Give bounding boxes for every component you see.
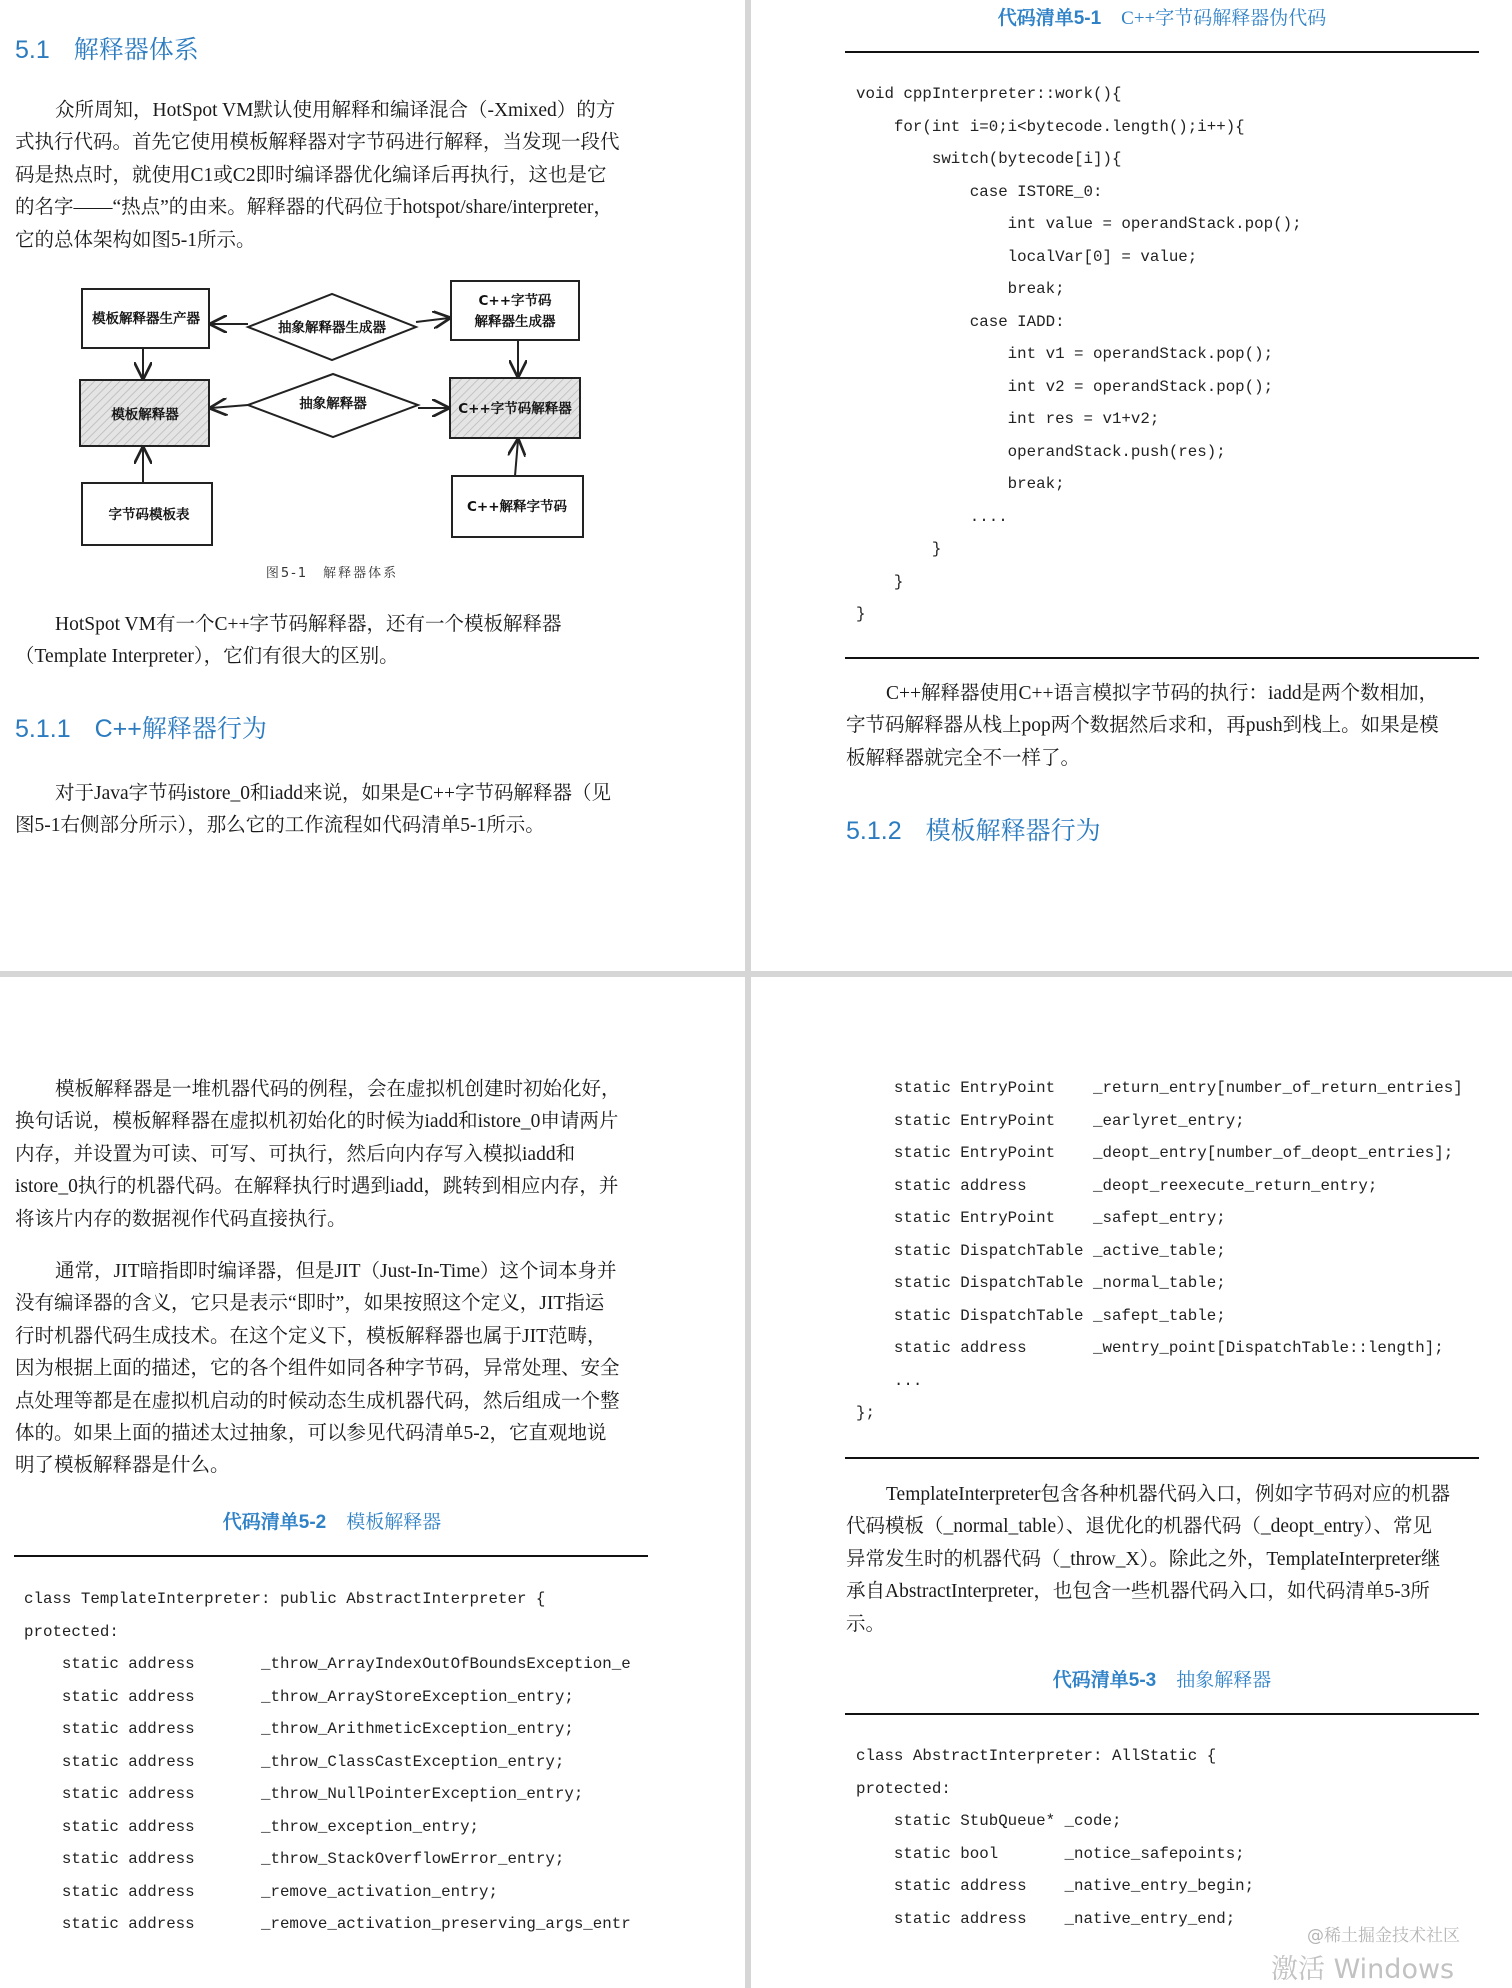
arrow-left-2	[211, 405, 248, 408]
text-line: 对于Java字节码istore_0和iadd来说，如果是C++字节码解释器（见	[55, 783, 612, 804]
text-line: 点处理等都是在虚拟机启动的时候动态生成机器代码，然后组成一个整	[15, 1390, 620, 1412]
code-line: }	[856, 540, 942, 558]
page-top-left	[0, 0, 745, 971]
page-bottom-left	[0, 977, 745, 1988]
text-line: 它的总体架构如图5-1所示。	[15, 229, 256, 251]
arrow-up-right	[515, 440, 518, 476]
windows-activation-watermark: 激活 Windows	[1271, 1954, 1455, 1985]
site-watermark: @稀土掘金技术社区	[1307, 1926, 1460, 1946]
label-template-interpreter: 模板解释器	[111, 407, 179, 423]
text-line: 通常，JIT暗指即时编译器，但是JIT（Just-In-Time）这个词本身并	[55, 1261, 617, 1282]
text-line: 异常发生时的机器代码（_throw_X）。除此之外，TemplateInterpreter继	[846, 1548, 1441, 1570]
page-top-right	[751, 0, 1512, 971]
code-listing-5-1	[856, 78, 1302, 631]
paragraph-jit	[15, 1256, 620, 1483]
code-line: };	[856, 1404, 875, 1422]
paragraph-template-interpreter-entries	[846, 1479, 1450, 1641]
paragraph-template-interpreter	[15, 1074, 621, 1236]
text-line: HotSpot VM有一个C++字节码解释器，还有一个模板解释器	[55, 614, 562, 635]
interpreter-architecture-diagram	[0, 0, 745, 600]
code-line: static address _throw_ClassCastException_entry;	[24, 1752, 565, 1771]
box-cpp-generator	[451, 281, 579, 340]
heading-title: 解释器体系	[73, 36, 199, 64]
text-line: 板解释器就完全不一样了。	[846, 747, 1081, 769]
text-line: 模板解释器是一堆机器代码的例程，会在虚拟机创建时初始化好，	[55, 1079, 621, 1100]
code-line: static address _throw_exception_entry;	[24, 1817, 480, 1836]
heading-number: 5.1.1	[15, 715, 71, 743]
listing-bottom-rule	[845, 657, 1479, 659]
code-line: ....	[856, 507, 1008, 526]
paragraph-cpp-interpreter	[846, 678, 1439, 775]
code-line: int res = v1+v2;	[856, 410, 1160, 428]
code-line: break;	[856, 475, 1065, 493]
code-line: static address _throw_ArrayIndexOutOfBoundsException_e	[24, 1655, 631, 1673]
text-line: 行时机器代码生成技术。在这个定义下，模板解释器也属于JIT范畴，	[15, 1325, 607, 1347]
code-line: }	[856, 605, 866, 623]
code-listing-5-3	[856, 1740, 1254, 1935]
listing-title: 模板解释器	[346, 1512, 442, 1533]
code-line: int v2 = operandStack.pop();	[856, 377, 1274, 396]
code-listing-5-2-continued	[856, 1072, 1463, 1430]
label-template-generator: 模板解释器生产器	[92, 311, 200, 327]
text-line: 因为根据上面的描述，它的各个组件如同各种字节码，异常处理、安全	[15, 1358, 620, 1380]
label-bytecode-template-table: 字节码模板表	[108, 507, 190, 523]
code-line: protected:	[24, 1622, 119, 1641]
listing-label: 代码清单5-3	[1052, 1670, 1157, 1691]
code-line: operandStack.push(res);	[856, 442, 1226, 461]
text-line: 的名字——“热点”的由来。解释器的代码位于hotspot/share/interpreter，	[15, 197, 613, 219]
text-line: 没有编译器的含义，它只是表示“即时”，如果按照这个定义，JIT指运	[15, 1293, 605, 1315]
text-line: 式执行代码。首先它使用模板解释器对字节码进行解释，当发现一段代	[15, 132, 620, 154]
text-line: istore_0执行的机器代码。在解释执行时遇到iadd，跳转到相应内存，并	[15, 1176, 619, 1198]
text-line: 将该片内存的数据视作代码直接执行。	[15, 1208, 347, 1230]
code-line: void cppInterpreter::work(){	[856, 85, 1122, 103]
listing-title: C++字节码解释器伪代码	[1121, 8, 1327, 29]
listing-title: 抽象解释器	[1176, 1670, 1272, 1691]
code-line: static EntryPoint _earlyret_entry;	[856, 1111, 1245, 1130]
code-line: static address _wentry_point[DispatchTable::length];	[856, 1339, 1444, 1357]
code-line: static address _remove_activation_entry;	[24, 1882, 498, 1901]
code-line: protected:	[856, 1779, 951, 1798]
label-abstract-generator: 抽象解释器生成器	[278, 320, 386, 336]
code-line: static address _native_entry_begin;	[856, 1877, 1255, 1895]
text-line: TemplateInterpreter包含各种机器代码入口，例如字节码对应的机器	[886, 1484, 1451, 1505]
code-line: }	[856, 572, 904, 591]
code-line: for(int i=0;i<bytecode.length();i++){	[856, 117, 1245, 136]
text-line: 示。	[846, 1613, 886, 1635]
code-line: static EntryPoint _safept_entry;	[856, 1209, 1226, 1227]
code-line: case IADD:	[856, 312, 1065, 331]
page-bottom-right	[751, 977, 1512, 1988]
code-line: static bool _notice_safepoints;	[856, 1844, 1245, 1863]
code-line: case ISTORE_0:	[856, 182, 1103, 201]
text-line: 图5-1右侧部分所示），那么它的工作流程如代码清单5-1所示。	[15, 815, 545, 837]
listing-caption-5-3	[1053, 1665, 1271, 1692]
heading-title: 模板解释器行为	[925, 817, 1101, 845]
listing-label: 代码清单5-2	[222, 1512, 327, 1533]
text-line: 众所周知，HotSpot VM默认使用解释和编译混合（-Xmixed）的方	[55, 100, 616, 121]
label-cpp-interpret-bytecode: C++解释字节码	[466, 499, 568, 515]
code-line: static address _throw_NullPointerException_entry;	[24, 1785, 584, 1803]
text-line: 字节码解释器从栈上pop两个数据然后求和，再push到栈上。如果是模	[846, 715, 1439, 737]
listing-caption-5-1	[998, 3, 1327, 30]
figure-caption: 图5-1 解释器体系	[265, 566, 399, 581]
code-listing-5-2	[24, 1583, 631, 1941]
code-line: static StubQueue* _code;	[856, 1812, 1122, 1830]
paragraph-hotspot	[15, 609, 561, 674]
code-line: break;	[856, 280, 1065, 298]
code-line: static DispatchTable _normal_table;	[856, 1274, 1226, 1292]
code-line: int value = operandStack.pop();	[856, 215, 1302, 233]
listing-top-rule	[14, 1555, 648, 1557]
code-line: static EntryPoint _return_entry[number_of_return_entries]	[856, 1079, 1463, 1097]
paragraph-java-bytecode	[15, 778, 611, 843]
text-line: 体的。如果上面的描述太过抽象，可以参见代码清单5-2，它直观地说	[15, 1423, 607, 1445]
arrow-right-1	[416, 318, 449, 322]
listing-top-rule	[845, 1713, 1479, 1715]
code-line: static address _remove_activation_preserving_args_entr	[24, 1915, 631, 1933]
text-line: 内存，并设置为可读、可写、可执行，然后向内存写入模拟iadd和	[15, 1143, 576, 1165]
label-abstract-interpreter: 抽象解释器	[299, 396, 367, 412]
code-line: static DispatchTable _active_table;	[856, 1241, 1226, 1260]
heading-number: 5.1.2	[846, 817, 902, 845]
code-line: localVar[0] = value;	[856, 247, 1198, 266]
listing-label: 代码清单5-1	[997, 8, 1102, 29]
heading-title: C++解释器行为	[94, 715, 267, 743]
section-heading-5-1-2	[846, 811, 1101, 847]
code-line: class AbstractInterpreter: AllStatic {	[856, 1747, 1217, 1765]
section-heading-5-1-1	[15, 709, 267, 745]
text-line: （Template Interpreter），它们有很大的区别。	[15, 646, 399, 668]
listing-bottom-rule	[845, 1457, 1479, 1459]
label-cpp-generator-2: 解释器生成器	[474, 314, 556, 330]
text-line: 承自AbstractInterpreter，也包含一些机器代码入口，如代码清单5-3所	[846, 1581, 1430, 1603]
code-line: int v1 = operandStack.pop();	[856, 345, 1274, 363]
code-line: static address _deopt_reexecute_return_entry;	[856, 1176, 1378, 1195]
label-cpp-generator-1: C++字节码	[478, 293, 552, 309]
code-line: static address _native_entry_end;	[856, 1909, 1236, 1928]
heading-number: 5.1	[15, 36, 50, 64]
listing-caption-5-2	[223, 1507, 441, 1534]
text-line: 换句话说，模板解释器在虚拟机初始化的时候为iadd和istore_0申请两片	[15, 1111, 619, 1133]
listing-top-rule	[845, 51, 1479, 53]
code-line: switch(bytecode[i]){	[856, 150, 1122, 168]
text-line: 明了模板解释器是什么。	[15, 1455, 230, 1477]
text-line: 码是热点时，就使用C1或C2即时编译器优化编译后再执行，这也是它	[15, 164, 607, 186]
code-line: static EntryPoint _deopt_entry[number_of_deopt_entries];	[856, 1144, 1454, 1162]
code-line: static address _throw_ArrayStoreException_entry;	[24, 1687, 574, 1706]
code-line: static DispatchTable _safept_table;	[856, 1306, 1226, 1325]
code-line: static address _throw_ArithmeticException_entry;	[24, 1720, 574, 1738]
text-line: 代码模板（_normal_table）、退优化的机器代码（_deopt_entry）、常见	[846, 1516, 1433, 1538]
code-line: static address _throw_StackOverflowError_entry;	[24, 1850, 565, 1868]
code-line: ...	[856, 1371, 923, 1390]
text-line: C++解释器使用C++语言模拟字节码的执行：iadd是两个数相加，	[886, 683, 1439, 704]
code-line: class TemplateInterpreter: public AbstractInterpreter {	[24, 1590, 546, 1608]
label-cpp-interpreter: C++字节码解释器	[458, 401, 572, 417]
